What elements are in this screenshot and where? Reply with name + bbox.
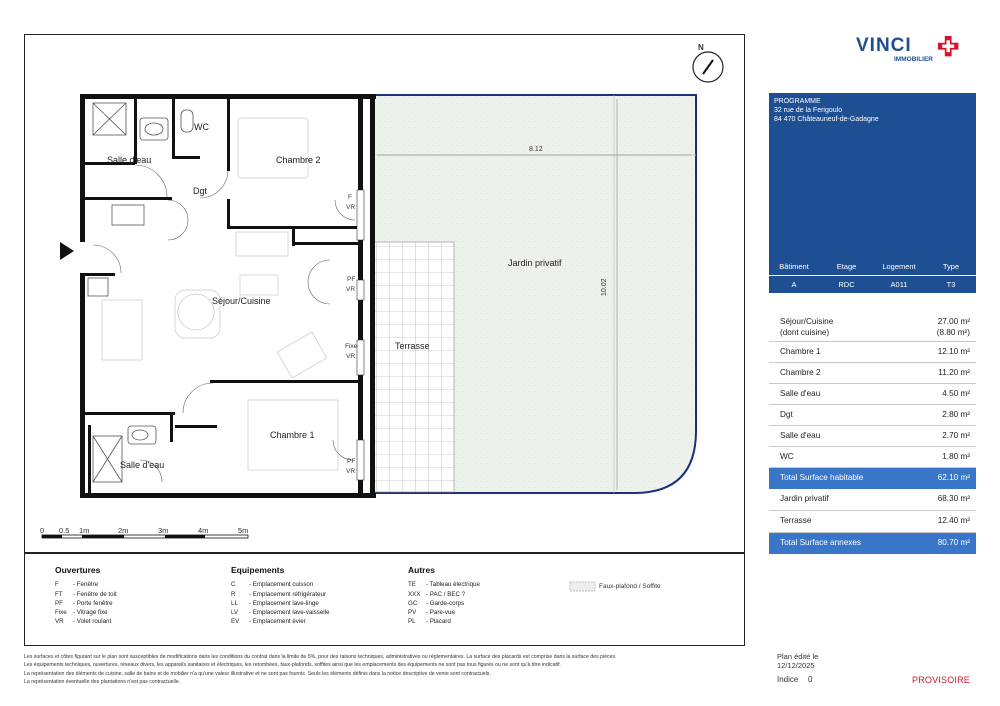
room-salle-eau-1: Salle d'eau <box>107 155 152 165</box>
vinci-logo <box>856 36 933 64</box>
surface-label: Jardin privatif <box>780 494 829 504</box>
legend-key: FT <box>55 590 63 598</box>
indice-label: Indice <box>777 675 799 684</box>
indice-value: 0 <box>808 675 813 684</box>
surface-row <box>769 384 976 405</box>
plan-edite-label: Plan édité le <box>777 652 819 661</box>
scale-label-2m: 2m <box>118 526 129 535</box>
legend-faux-plafond: Faux-plafond / Soffite <box>599 583 661 590</box>
programme-title: PROGRAMME <box>774 98 821 105</box>
surface-total-annexes <box>769 533 976 554</box>
surface-total-label: Total Surface habitable <box>780 473 864 483</box>
surface-value: 68.30 m² <box>937 494 970 504</box>
legend-autres-title: Autres <box>408 565 435 575</box>
legend-value: - Garde-corps <box>426 599 465 607</box>
dimension-depth: 10.02 <box>601 278 608 296</box>
status-provisoire: PROVISOIRE <box>912 675 971 685</box>
lot-value-etage: RDC <box>821 276 872 293</box>
surface-row <box>769 363 976 384</box>
opening-vr-1: VR <box>346 204 356 211</box>
opening-pf-1: PF <box>347 276 356 283</box>
programme-info <box>774 97 879 124</box>
scale-label-0: 0 <box>40 526 45 535</box>
legend-key: Fixe <box>55 609 67 617</box>
legend-value: - Porte fenêtre <box>73 599 113 607</box>
surface-label: Salle d'eau <box>780 388 821 398</box>
opening-fixe: Fixe <box>345 343 358 350</box>
surface-label: Séjour/Cuisine (dont cuisine) <box>780 317 834 337</box>
legend-key: XXX <box>408 590 421 598</box>
surface-row <box>769 342 976 363</box>
disclaimer <box>24 653 744 687</box>
surface-row <box>769 405 976 426</box>
legend-key: PV <box>408 609 417 617</box>
legend-ouvertures-title: Ouvertures <box>55 565 101 575</box>
scale-label-3m: 3m <box>158 526 169 535</box>
vinci-logo-sub: IMMOBILIER <box>894 56 933 63</box>
lot-table-divider <box>769 275 976 276</box>
scale-label-4m: 4m <box>198 526 209 535</box>
scale-label-5m: 5m <box>238 526 249 535</box>
legend-value: - Fenêtre de toit <box>73 590 117 598</box>
room-dgt: Dgt <box>193 186 208 196</box>
legend-key: GC <box>408 599 418 607</box>
scale-label-05: 0.5 <box>59 526 70 535</box>
legend-key: LV <box>231 609 239 617</box>
surface-total-value: 80.70 m² <box>937 538 970 548</box>
terrace-tiles <box>374 242 454 492</box>
opening-vr-2: VR <box>346 286 356 293</box>
surface-label: Terrasse <box>780 516 812 526</box>
lot-header-etage: Etage <box>821 257 872 275</box>
disclaimer-line: La représentation des éléments de cuisine, salle de bains et de mobilier n'a qu'une valeur illustrative et ne sont pas fournis. Seuls les éléments définis dans la notice descriptive de vente sont contractuels. <box>24 670 491 677</box>
room-chambre-2: Chambre 2 <box>276 155 321 165</box>
legend-value: - Volet roulant <box>73 618 112 626</box>
surface-value: 12.10 m² <box>937 346 970 356</box>
room-salle-eau-2: Salle d'eau <box>120 460 165 470</box>
legend-key: C <box>231 581 236 589</box>
dimension-width: 8.12 <box>529 146 543 153</box>
programme-address-1: 32 rue de la Ferigoulo <box>774 107 843 114</box>
room-chambre-1: Chambre 1 <box>270 430 315 440</box>
legend-key: TE <box>408 581 416 589</box>
surface-table <box>769 314 976 554</box>
legend-value: - Pare-vue <box>426 609 455 617</box>
legend-value: - Emplacement lave-vaisselle <box>249 609 330 617</box>
surface-value: 2.70 m² <box>942 430 970 440</box>
room-sejour: Séjour/Cuisine <box>212 296 271 306</box>
surface-label: Salle d'eau <box>780 430 821 440</box>
opening-vr-3: VR <box>346 353 356 360</box>
lot-value-type: T3 <box>926 276 976 293</box>
scale-bar <box>42 535 248 538</box>
plan-edite-date: 12/12/2025 <box>777 661 815 670</box>
legend-autres <box>408 566 480 627</box>
surface-value: 11.20 m² <box>938 367 970 377</box>
legend-key: PF <box>55 599 63 607</box>
lot-header-batiment: Bâtiment <box>769 257 819 275</box>
compass-north-label: N <box>698 43 704 52</box>
legend-value: - Emplacement lave-linge <box>249 599 319 607</box>
entrance-arrow <box>60 242 74 260</box>
opening-vr-4: VR <box>346 468 356 475</box>
legend-value: - Placard <box>426 618 451 626</box>
compass <box>693 52 723 82</box>
surface-value: 27.00 m² (8.80 m²) <box>936 317 970 337</box>
vinci-logo-mark <box>938 36 958 56</box>
lot-header-logement: Logement <box>874 257 924 275</box>
surface-row <box>769 447 976 468</box>
surface-value: 4.50 m² <box>942 388 970 398</box>
legend-value: - PAC / BEC ? <box>426 590 466 598</box>
legend-value: - Emplacement cuisson <box>249 581 314 589</box>
disclaimer-line: La représentation éventuelle des plantations n'est pas contractuelle. <box>24 679 181 686</box>
lot-value-batiment: A <box>769 276 819 293</box>
legend-key: PL <box>408 618 416 626</box>
legend-value: - Tableau électrique <box>426 581 480 589</box>
legend-key: EV <box>231 618 240 626</box>
surface-value: 1.80 m² <box>942 451 970 461</box>
legend-value: - Fenêtre <box>73 581 99 589</box>
surface-row <box>769 511 976 533</box>
surface-total-habitable <box>769 468 976 489</box>
surface-total-value: 62.10 m² <box>937 473 970 483</box>
legend-key: VR <box>55 618 64 626</box>
surface-label: Chambre 2 <box>780 367 821 377</box>
legend-ouvertures <box>55 566 117 627</box>
surface-total-label: Total Surface annexes <box>780 538 862 548</box>
surface-row <box>769 314 976 342</box>
opening-pf-2: PF <box>347 458 356 465</box>
legend-value: - Vitrage fixe <box>73 609 108 617</box>
room-jardin: Jardin privatif <box>508 258 562 268</box>
surface-value: 2.80 m² <box>942 409 970 419</box>
legend-key: F <box>55 581 59 589</box>
disclaimer-line: Les surfaces et côtes figurant sur le plan sont susceptibles de modifications dans les conditions du contrat dans la limite de 5%, pour des raisons techniques, administratives ou réglementaires. La surface des placards est comprise dans la surface des pièces. <box>24 654 617 660</box>
vinci-logo-text: VINCI <box>856 35 912 56</box>
lot-header-type: Type <box>926 257 976 275</box>
room-wc: WC <box>194 122 209 132</box>
surface-row <box>769 426 976 447</box>
surface-label: Dgt <box>780 409 793 419</box>
surface-row <box>769 489 976 511</box>
programme-address-2: 84 470 Châteauneuf-de-Gadagne <box>774 116 879 123</box>
scale-label-1m: 1m <box>79 526 90 535</box>
surface-value: 12.40 m² <box>937 516 970 526</box>
legend-value: - Emplacement évier <box>249 618 306 626</box>
legend-value: - Emplacement réfrigérateur <box>249 590 327 598</box>
lot-value-logement: A011 <box>874 276 924 293</box>
legend-key: R <box>231 590 236 598</box>
opening-f: F <box>348 194 352 201</box>
faux-plafond-swatch <box>570 582 595 591</box>
legend-key: LL <box>231 599 238 607</box>
legend-equipements <box>231 566 329 627</box>
surface-label: WC <box>780 451 794 461</box>
room-terrasse: Terrasse <box>395 341 430 351</box>
legend-equipements-title: Equipements <box>231 565 285 575</box>
disclaimer-line: Les équipements techniques, ouvertures, réseaux divers, les appareils sanitaires et électriques, les retombées, faux-plafonds, soffites ainsi que les emplacements des équipements ne sont pas tous figurés ou ne sont qu'à titre indicatif. <box>24 662 561 669</box>
surface-label: Chambre 1 <box>780 346 821 356</box>
